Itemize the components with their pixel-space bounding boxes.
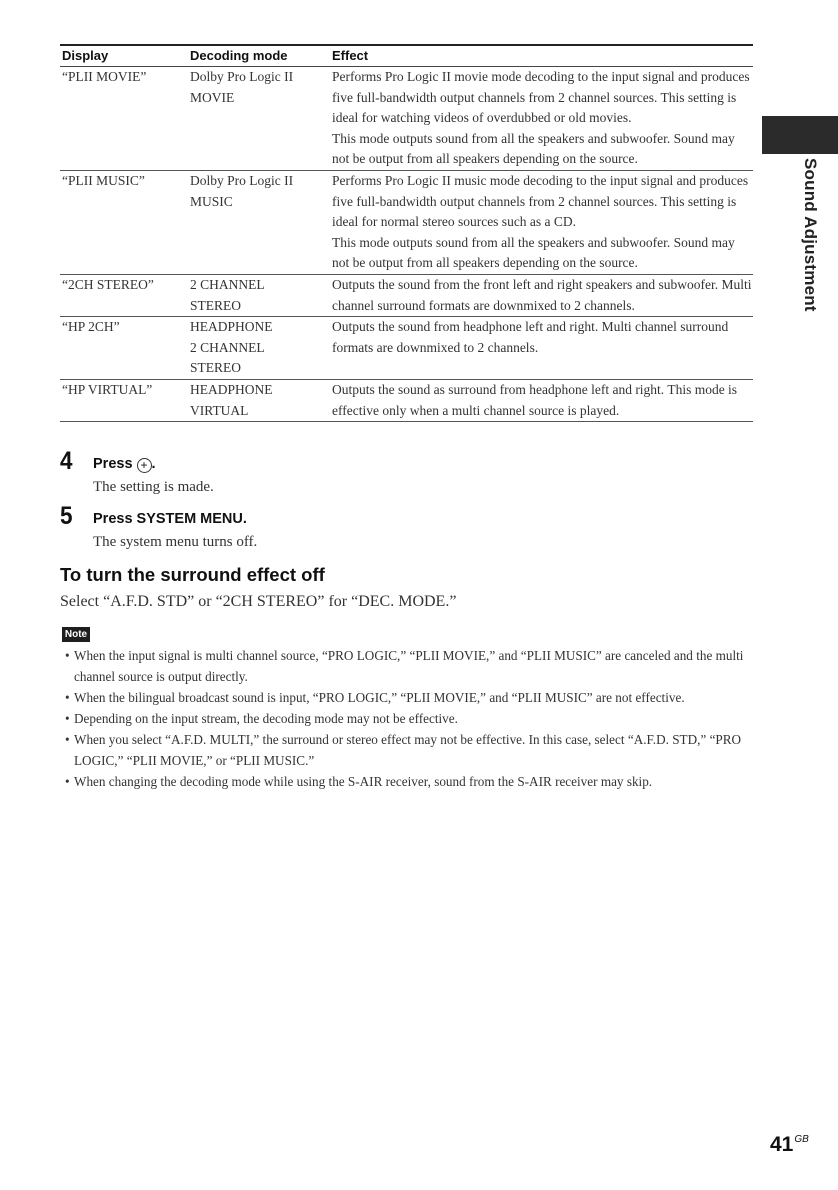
list-item: • When changing the decoding mode while using the S-AIR receiver, sound from the S-AIR receiver may skip. <box>60 771 760 792</box>
list-item: • When the bilingual broadcast sound is input, “PRO LOGIC,” “PLII MOVIE,” and “PLII MUSIC” are not effective. <box>60 687 760 708</box>
list-item: • Depending on the input stream, the decoding mode may not be effective. <box>60 708 760 729</box>
page-region-suffix: GB <box>794 1134 809 1145</box>
list-item: • When you select “A.F.D. MULTI,” the surround or stereo effect may not be effective. In this case, select “A.F.D. STD,” “PRO LOGIC,” “PLII MOVIE,” or “PLII MUSIC.” <box>60 729 760 771</box>
step-5-body: The system menu turns off. <box>93 534 258 550</box>
display-cell: “2CH STEREO” <box>62 276 154 292</box>
mode-cell: Dolby Pro Logic II MUSIC <box>190 172 294 209</box>
effect-cell: Outputs the sound as surround from headphone left and right. This mode is effective only when a multi channel source is played. <box>332 381 738 418</box>
step-5 <box>60 502 247 533</box>
step-number: 5 <box>60 502 73 530</box>
table-header <box>60 46 753 67</box>
step-number: 4 <box>60 447 73 475</box>
step-4 <box>60 447 156 478</box>
header-display: Display <box>62 48 109 63</box>
display-cell: “HP VIRTUAL” <box>62 381 153 397</box>
step-title: Press + . <box>93 456 156 472</box>
header-effect: Effect <box>332 48 369 63</box>
list-item: • When the input signal is multi channel source, “PRO LOGIC,” “PLII MOVIE,” and “PLII MUSIC” are canceled and the multi channel source is output directly. <box>60 645 760 687</box>
effect-cell: Performs Pro Logic II movie mode decoding to the input signal and produces five full-bandwidth output channels from 2 channel sources. This setting is ideal for watching videos of overdubbed or old movies. This mode outputs sound from all the speakers and subwoofer. Sound may not be output from all speakers depending on the source. <box>332 69 750 167</box>
table-row <box>60 380 753 422</box>
effect-cell: Outputs the sound from the front left and right speakers and subwoofer. Multi channel surround formats are downmixed to 2 channels. <box>332 276 752 313</box>
section-heading: To turn the surround effect off <box>60 564 325 585</box>
section-tab-marker <box>762 116 838 154</box>
display-cell: “HP 2CH” <box>62 319 120 335</box>
table-row <box>60 67 753 171</box>
step-title: Press SYSTEM MENU. <box>93 511 247 527</box>
mode-cell: HEADPHONE VIRTUAL <box>190 381 273 418</box>
mode-cell: HEADPHONE 2 CHANNEL STEREO <box>190 319 273 376</box>
page-number: $41^{GB}$ <box>770 1133 809 1156</box>
note-icon: Note <box>62 627 90 642</box>
enter-button-icon: + <box>137 458 152 473</box>
step-4-body: The setting is made. <box>93 479 214 495</box>
sidebar-section-label: Sound Adjustment <box>801 158 820 312</box>
display-cell: “PLII MOVIE” <box>62 69 147 84</box>
table-row <box>60 275 753 317</box>
decoding-mode-table <box>60 44 753 422</box>
table-row <box>60 171 753 275</box>
effect-cell: Outputs the sound from headphone left and right. Multi channel surround formats are downmixed to 2 channels. <box>332 319 729 355</box>
effect-cell: Performs Pro Logic II music mode decoding to the input signal and produces five full-bandwidth output channels from 2 channel sources. This setting is ideal for normal stereo sources such as a CD. This mode outputs sound from all the speakers and subwoofer. Sound may not be output from all speakers depending on the source. <box>332 172 749 271</box>
header-decoding-mode: Decoding mode <box>190 48 288 63</box>
table-row <box>60 317 753 380</box>
note-list <box>60 645 760 792</box>
display-cell: “PLII MUSIC” <box>62 172 145 188</box>
mode-cell: 2 CHANNEL STEREO <box>190 276 265 313</box>
section-text: Select “A.F.D. STD” or “2CH STEREO” for “DEC. MODE.” <box>60 593 457 610</box>
mode-cell: Dolby Pro Logic II MOVIE <box>190 69 294 105</box>
